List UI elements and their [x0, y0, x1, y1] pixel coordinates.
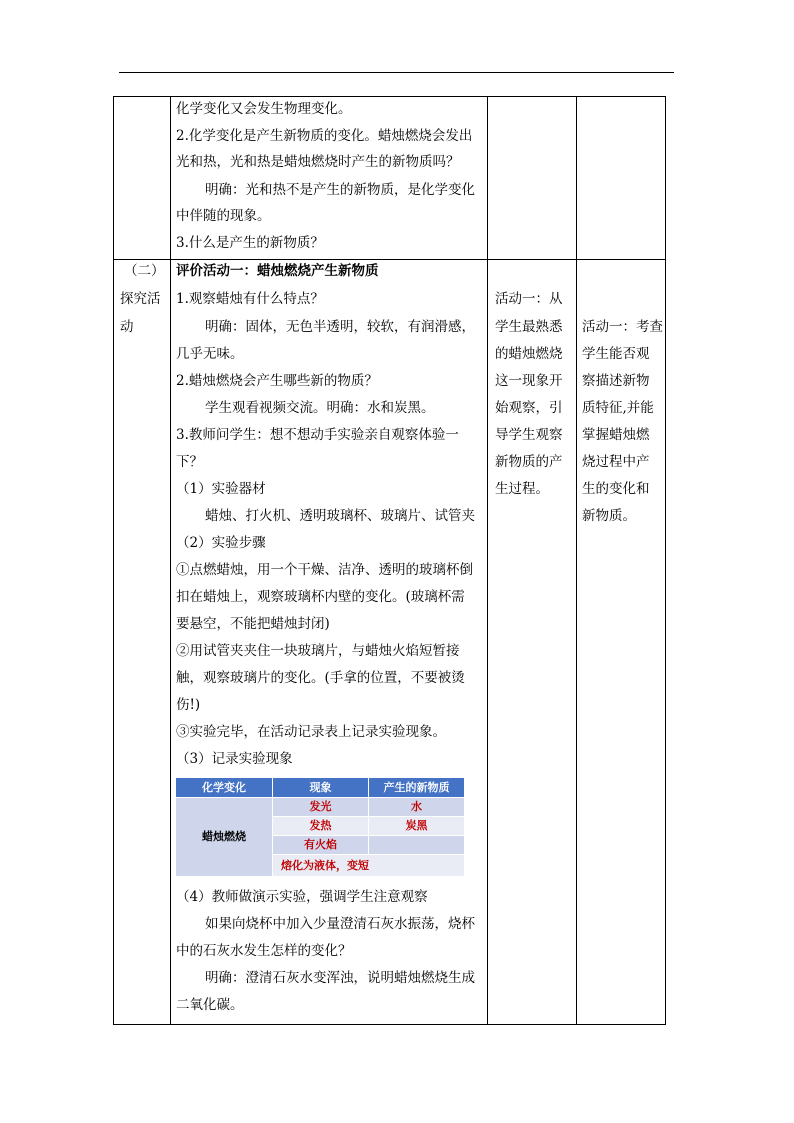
row-divider [114, 259, 665, 260]
record-table [176, 778, 464, 876]
section-label: 探究活 [120, 291, 161, 307]
cont-line: 化学变化又会发生物理变化。 [176, 101, 352, 117]
subheading: （3）记录实验现象 [176, 751, 293, 767]
demo-line: 中的石灰水发生怎样的变化？ [176, 943, 352, 959]
record-header: 化学变化 [176, 778, 272, 797]
question-line: 2.蜡烛燃烧会产生哪些新的物质？ [176, 373, 378, 389]
cont-line: 2.化学变化是产生新物质的变化。蜡烛燃烧会发出 [176, 128, 473, 144]
step-line: 要悬空，不能把蜡烛封闭) [176, 616, 330, 632]
record-phenomenon: 有火焰 [273, 836, 368, 854]
student-line: 的蜡烛燃烧 [495, 346, 563, 362]
answer-line: 明确：固体，无色半透明，较软，有润滑感， [205, 319, 475, 335]
eval-line: 新物质。 [582, 508, 636, 524]
eval-line: 活动一：考查 [582, 319, 663, 335]
student-line: 学生最熟悉 [495, 319, 563, 335]
question-line: 3.教师问学生：想不想动手实验亲自观察体验一 [176, 427, 459, 443]
student-line: 导学生观察 [495, 427, 563, 443]
student-line: 新物质的产 [495, 454, 563, 470]
cont-line: 光和热，光和热是蜡烛燃烧时产生的新物质吗？ [176, 154, 460, 170]
record-empty-cell [369, 836, 464, 854]
record-phenomenon: 熔化为液体，变短 [273, 855, 464, 876]
question-line: 1.观察蜡烛有什么特点？ [176, 291, 324, 307]
demo-line: 明确：澄清石灰水变浑浊，说明蜡烛燃烧生成 [205, 970, 475, 986]
record-phenomenon: 发光 [273, 798, 368, 816]
column-divider [487, 97, 488, 1024]
record-phenomenon: 发热 [273, 817, 368, 835]
materials-line: 蜡烛、打火机、透明玻璃杯、玻璃片、试管夹 [205, 508, 475, 524]
subheading: （4）教师做演示实验，强调学生注意观察 [176, 889, 428, 905]
column-divider [576, 97, 577, 1024]
demo-line: 二氧化碳。 [176, 997, 244, 1013]
subheading: （2）实验步骤 [176, 535, 266, 551]
eval-line: 学生能否观 [582, 346, 650, 362]
lesson-table [113, 96, 666, 1025]
eval-line: 掌握蜡烛燃 [582, 427, 650, 443]
subheading: （1）实验器材 [176, 481, 266, 497]
step-line: 扣在蜡烛上，观察玻璃杯内壁的变化。(玻璃杯需 [176, 589, 465, 605]
answer-line: 学生观看视频交流。明确：水和炭黑。 [205, 400, 435, 416]
step-line: 伤!) [176, 697, 201, 713]
eval-line: 质特征,并能 [582, 400, 654, 416]
record-substance: 炭黑 [369, 817, 464, 835]
cont-line: 明确：光和热不是产生的新物质，是化学变化 [205, 182, 475, 198]
record-header: 产生的新物质 [369, 778, 464, 797]
question-line: 下？ [176, 454, 203, 470]
step-line: ①点燃蜡烛，用一个干燥、洁净、透明的玻璃杯倒 [176, 562, 473, 578]
record-change: 蜡烛燃烧 [176, 798, 272, 876]
record-header: 现象 [273, 778, 368, 797]
student-line: 这一现象开 [495, 373, 563, 389]
eval-line: 烧过程中产 [582, 454, 650, 470]
header-rule [119, 72, 674, 73]
column-divider [170, 97, 171, 1024]
eval-line: 生的变化和 [582, 481, 650, 497]
eval-line: 察描述新物 [582, 373, 650, 389]
student-line: 生过程。 [495, 481, 549, 497]
answer-line: 几乎无味。 [176, 346, 244, 362]
student-line: 始观察，引 [495, 400, 563, 416]
cont-line: 中伴随的现象。 [176, 208, 271, 224]
step-line: ②用试管夹夹住一块玻璃片，与蜡烛火焰短暂接 [176, 643, 460, 659]
activity-title: 评价活动一：蜡烛燃烧产生新物质 [176, 263, 379, 279]
step-line: ③实验完毕，在活动记录表上记录实验现象。 [176, 724, 446, 740]
section-label: （二） [124, 263, 165, 279]
section-label: 动 [120, 319, 134, 335]
cont-line: 3.什么是产生的新物质？ [176, 235, 324, 251]
step-line: 触，观察玻璃片的变化。(手拿的位置，不要被烫 [176, 670, 465, 686]
record-substance: 水 [369, 798, 464, 816]
student-line: 活动一：从 [495, 291, 563, 307]
demo-line: 如果向烧杯中加入少量澄清石灰水振荡，烧杯 [205, 916, 475, 932]
